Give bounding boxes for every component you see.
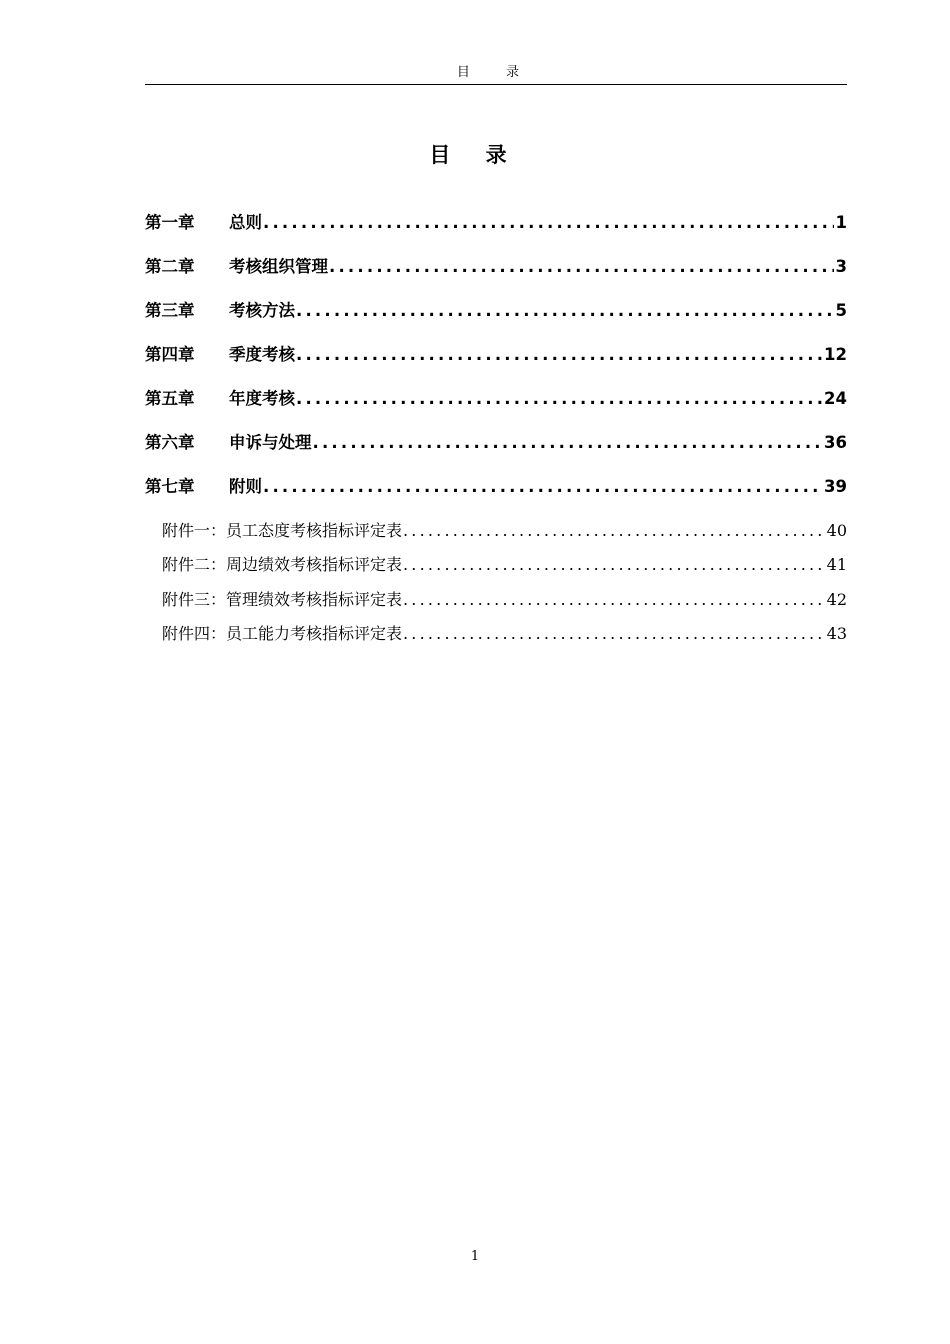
toc-appendix-3[interactable] [162,588,847,612]
chapter-page: 3 [835,257,847,276]
chapter-number: 第五章 [145,389,195,408]
chapter-page: 1 [835,213,847,232]
chapter-title: 申诉与处理 [229,433,312,452]
chapter-number: 第一章 [145,213,195,232]
dot-leader [312,430,823,456]
dot-leader [402,622,825,646]
chapter-title: 总则 [229,213,262,232]
running-header: 目 录 [145,62,847,85]
toc-appendix-2[interactable] [162,553,847,577]
chapter-number: 第二章 [145,257,195,276]
toc-chapter-3[interactable] [145,298,847,324]
dot-leader [295,386,822,412]
dot-leader [295,298,834,324]
toc-chapter-7[interactable] [145,474,847,500]
chapter-title: 考核方法 [229,301,295,320]
appendix-title: 附件三：管理绩效考核指标评定表 [162,590,403,609]
page-title: 目 录 [429,143,521,167]
toc-chapter-1[interactable] [145,210,847,236]
toc-chapter-4[interactable] [145,342,847,368]
dot-leader [402,553,825,577]
chapter-title: 附则 [229,477,262,496]
dot-leader [262,474,822,500]
chapter-title: 年度考核 [229,389,295,408]
dot-leader [328,254,834,280]
page-number: 1 [470,1249,480,1264]
toc-chapter-2[interactable] [145,254,847,280]
appendix-page: 41 [826,555,847,574]
chapter-page: 39 [824,477,847,496]
dot-leader [402,519,825,543]
chapter-page: 36 [824,433,847,452]
appendix-title: 附件一：员工态度考核指标评定表 [162,521,403,540]
chapter-title: 考核组织管理 [229,257,328,276]
chapter-number: 第三章 [145,301,195,320]
appendix-title: 附件二：周边绩效考核指标评定表 [162,555,403,574]
chapter-number: 第七章 [145,477,195,496]
toc-chapter-6[interactable] [145,430,847,456]
appendix-page: 42 [826,590,847,609]
dot-leader [295,342,822,368]
toc-chapter-5[interactable] [145,386,847,412]
chapter-page: 5 [835,301,847,320]
chapter-page: 12 [824,345,847,364]
dot-leader [402,588,825,612]
toc-appendix-4[interactable] [162,622,847,646]
chapter-number: 第四章 [145,345,195,364]
appendix-title: 附件四：员工能力考核指标评定表 [162,624,403,643]
toc-appendix-1[interactable] [162,519,847,543]
chapter-page: 24 [824,389,847,408]
dot-leader [262,210,834,236]
appendix-page: 43 [826,624,847,643]
chapter-number: 第六章 [145,433,195,452]
chapter-title: 季度考核 [229,345,295,364]
appendix-page: 40 [826,521,847,540]
